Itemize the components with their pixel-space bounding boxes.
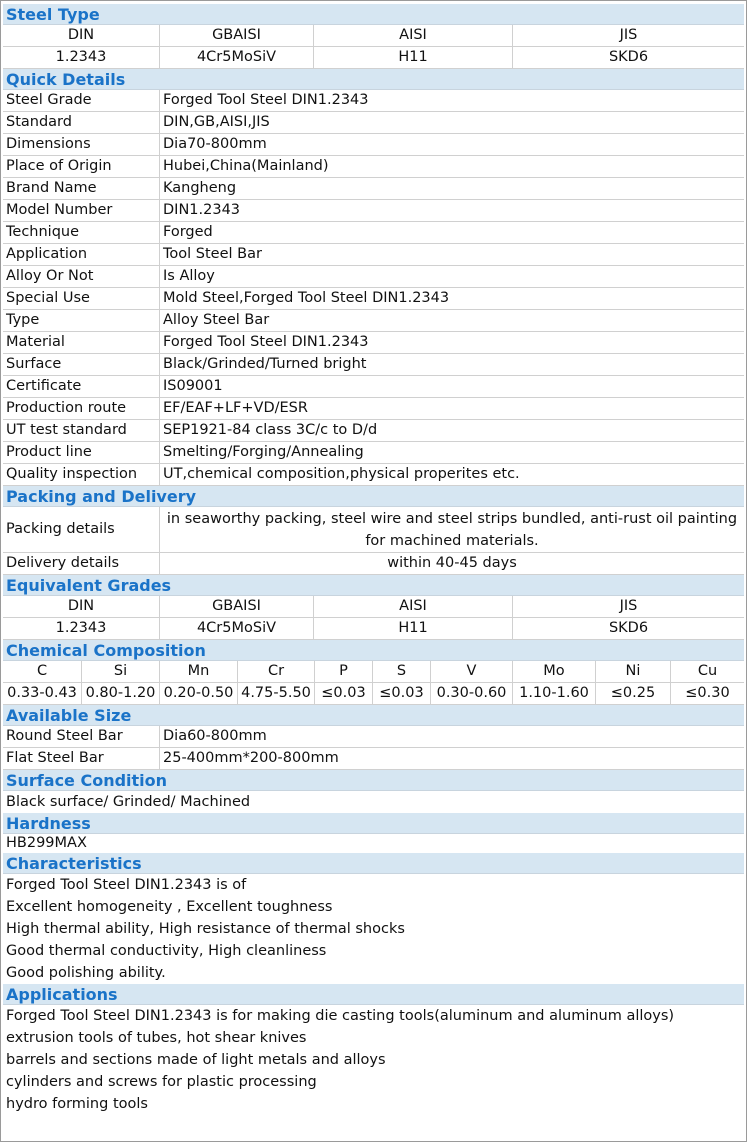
chemical-element-value: ≤0.03	[373, 683, 431, 704]
section-hardness: Hardness	[3, 813, 744, 834]
chemical-element-header: Cu	[697, 663, 718, 679]
quick-details-row	[3, 376, 744, 398]
chemical-element-value: ≤0.30	[685, 685, 730, 701]
section-characteristics: Characteristics	[3, 853, 744, 874]
chemical-element-header: Mo	[513, 661, 596, 682]
quick-details-row	[3, 134, 744, 156]
available-size-label: Round Steel Bar	[3, 726, 160, 747]
chemical-element-value: 0.20-0.50	[160, 683, 238, 704]
chemical-element-value: ≤0.03	[315, 683, 373, 704]
quick-details-row	[3, 200, 744, 222]
quick-details-label: Product line	[3, 442, 160, 463]
quick-details-row	[3, 420, 744, 442]
quick-details-row	[3, 90, 744, 112]
characteristics-line: Forged Tool Steel DIN1.2343 is of	[6, 877, 247, 893]
chemical-element-header: Ni	[596, 661, 671, 682]
hardness-text: HB299MAX	[6, 835, 87, 851]
quick-details-row	[3, 332, 744, 354]
quick-details-row	[3, 442, 744, 464]
packing-details-row	[3, 507, 744, 553]
chemical-element-header: Cr	[238, 661, 315, 682]
section-quick-details: Quick Details	[3, 69, 744, 90]
applications-line: Forged Tool Steel DIN1.2343 is for making die casting tools(aluminum and aluminum alloys)	[6, 1008, 675, 1024]
equivalent-header-din: DIN	[3, 596, 160, 617]
quick-details-value: Mold Steel,Forged Tool Steel DIN1.2343	[163, 290, 450, 306]
steel-type-header-gbaisi: GBAISI	[160, 25, 314, 46]
packing-details-label: Packing details	[3, 507, 160, 552]
quick-details-row	[3, 222, 744, 244]
quick-details-value: Smelting/Forging/Annealing	[163, 444, 364, 460]
section-packing-delivery: Packing and Delivery	[3, 486, 744, 507]
quick-details-label: Steel Grade	[3, 90, 160, 111]
packing-details-value: in seaworthy packing, steel wire and steel strips bundled, anti-rust oil painting for machined materials.	[166, 511, 738, 549]
quick-details-value: DIN1.2343	[163, 202, 241, 218]
quick-details-row	[3, 178, 744, 200]
steel-type-header-jis: JIS	[619, 27, 638, 43]
quick-details-label: Standard	[3, 112, 160, 133]
quick-details-label: Model Number	[3, 200, 160, 221]
characteristics-line: Excellent homogeneity , Excellent toughness	[6, 899, 333, 915]
chemical-element-header: P	[315, 661, 373, 682]
applications-line: barrels and sections made of light metals and alloys	[6, 1052, 386, 1068]
quick-details-row	[3, 354, 744, 376]
chemical-element-value: 1.10-1.60	[513, 683, 596, 704]
quick-details-value: DIN,GB,AISI,JIS	[163, 114, 270, 130]
section-equivalent-grades: Equivalent Grades	[3, 575, 744, 596]
quick-details-row	[3, 244, 744, 266]
available-size-row	[3, 726, 744, 748]
equivalent-header-gbaisi: GBAISI	[160, 596, 314, 617]
equivalent-value-row	[3, 618, 744, 640]
section-chemical-composition: Chemical Composition	[3, 640, 744, 661]
applications-line: extrusion tools of tubes, hot shear knives	[6, 1030, 307, 1046]
quick-details-label: Application	[3, 244, 160, 265]
chemical-element-value: ≤0.25	[596, 683, 671, 704]
quick-details-row	[3, 112, 744, 134]
quick-details-row	[3, 288, 744, 310]
steel-type-value-aisi: H11	[314, 47, 513, 68]
quick-details-label: Dimensions	[3, 134, 160, 155]
quick-details-label: Material	[3, 332, 160, 353]
chemical-value-row	[3, 683, 744, 705]
quick-details-label: Brand Name	[3, 178, 160, 199]
steel-type-header-aisi: AISI	[314, 25, 513, 46]
equivalent-value-aisi: H11	[314, 618, 513, 639]
quick-details-table	[3, 90, 744, 486]
quick-details-value: UT,chemical composition,physical properites etc.	[163, 466, 520, 482]
quick-details-value: Kangheng	[163, 180, 237, 196]
quick-details-value: Black/Grinded/Turned bright	[163, 356, 367, 372]
quick-details-label: UT test standard	[3, 420, 160, 441]
steel-type-header-row	[3, 25, 744, 47]
quick-details-label: Special Use	[3, 288, 160, 309]
delivery-details-value: within 40-45 days	[387, 555, 517, 571]
chemical-element-header: S	[373, 661, 431, 682]
chemical-element-header: C	[3, 661, 82, 682]
quick-details-label: Place of Origin	[3, 156, 160, 177]
applications-line: cylinders and screws for plastic processing	[6, 1074, 317, 1090]
chemical-element-value: 4.75-5.50	[238, 683, 315, 704]
quick-details-value: Dia70-800mm	[163, 136, 267, 152]
quick-details-value: Hubei,China(Mainland)	[163, 158, 329, 174]
quick-details-value: Forged	[163, 224, 213, 240]
characteristics-line: Good polishing ability.	[6, 965, 166, 981]
quick-details-value: Forged Tool Steel DIN1.2343	[163, 334, 369, 350]
quick-details-label: Type	[3, 310, 160, 331]
quick-details-value: Alloy Steel Bar	[163, 312, 270, 328]
chemical-element-header: Mn	[160, 661, 238, 682]
quick-details-value: IS09001	[163, 378, 223, 394]
steel-type-value-gbaisi: 4Cr5MoSiV	[160, 47, 314, 68]
spec-sheet	[3, 4, 744, 1115]
quick-details-row	[3, 398, 744, 420]
quick-details-label: Technique	[3, 222, 160, 243]
quick-details-row	[3, 310, 744, 332]
surface-condition-text: Black surface/ Grinded/ Machined	[6, 794, 251, 810]
chemical-element-value: 0.30-0.60	[431, 683, 513, 704]
quick-details-value: Forged Tool Steel DIN1.2343	[163, 92, 369, 108]
delivery-details-row	[3, 553, 744, 575]
section-steel-type: Steel Type	[3, 4, 744, 25]
equivalent-header-row	[3, 596, 744, 618]
available-size-label: Flat Steel Bar	[3, 748, 160, 769]
quick-details-label: Surface	[3, 354, 160, 375]
quick-details-row	[3, 266, 744, 288]
steel-type-header-din: DIN	[3, 25, 160, 46]
quick-details-value: SEP1921-84 class 3C/c to D/d	[163, 422, 378, 438]
quick-details-value: EF/EAF+LF+VD/ESR	[163, 400, 308, 416]
equivalent-header-jis: JIS	[619, 598, 638, 614]
steel-type-value-row	[3, 47, 744, 69]
available-size-row	[3, 748, 744, 770]
steel-type-value-din: 1.2343	[3, 47, 160, 68]
quick-details-value: Is Alloy	[163, 268, 215, 284]
quick-details-label: Alloy Or Not	[3, 266, 160, 287]
section-surface-condition: Surface Condition	[3, 770, 744, 791]
available-size-value: 25-400mm*200-800mm	[163, 750, 339, 766]
chemical-header-row	[3, 661, 744, 683]
equivalent-header-aisi: AISI	[314, 596, 513, 617]
chemical-element-header: V	[431, 661, 513, 682]
characteristics-line: Good thermal conductivity, High cleanliness	[6, 943, 327, 959]
quick-details-label: Production route	[3, 398, 160, 419]
characteristics-line: High thermal ability, High resistance of thermal shocks	[6, 921, 405, 937]
quick-details-row	[3, 464, 744, 486]
quick-details-label: Certificate	[3, 376, 160, 397]
equivalent-value-jis: SKD6	[608, 620, 649, 636]
section-applications: Applications	[3, 984, 744, 1005]
available-size-value: Dia60-800mm	[163, 728, 267, 744]
steel-type-value-jis: SKD6	[608, 49, 649, 65]
chemical-element-value: 0.80-1.20	[82, 683, 160, 704]
delivery-details-label: Delivery details	[3, 553, 160, 574]
section-available-size: Available Size	[3, 705, 744, 726]
chemical-element-header: Si	[82, 661, 160, 682]
chemical-element-value: 0.33-0.43	[3, 683, 82, 704]
quick-details-label: Quality inspection	[3, 464, 160, 485]
equivalent-value-gbaisi: 4Cr5MoSiV	[160, 618, 314, 639]
equivalent-value-din: 1.2343	[3, 618, 160, 639]
quick-details-row	[3, 156, 744, 178]
applications-line: hydro forming tools	[6, 1096, 148, 1112]
quick-details-value: Tool Steel Bar	[163, 246, 262, 262]
